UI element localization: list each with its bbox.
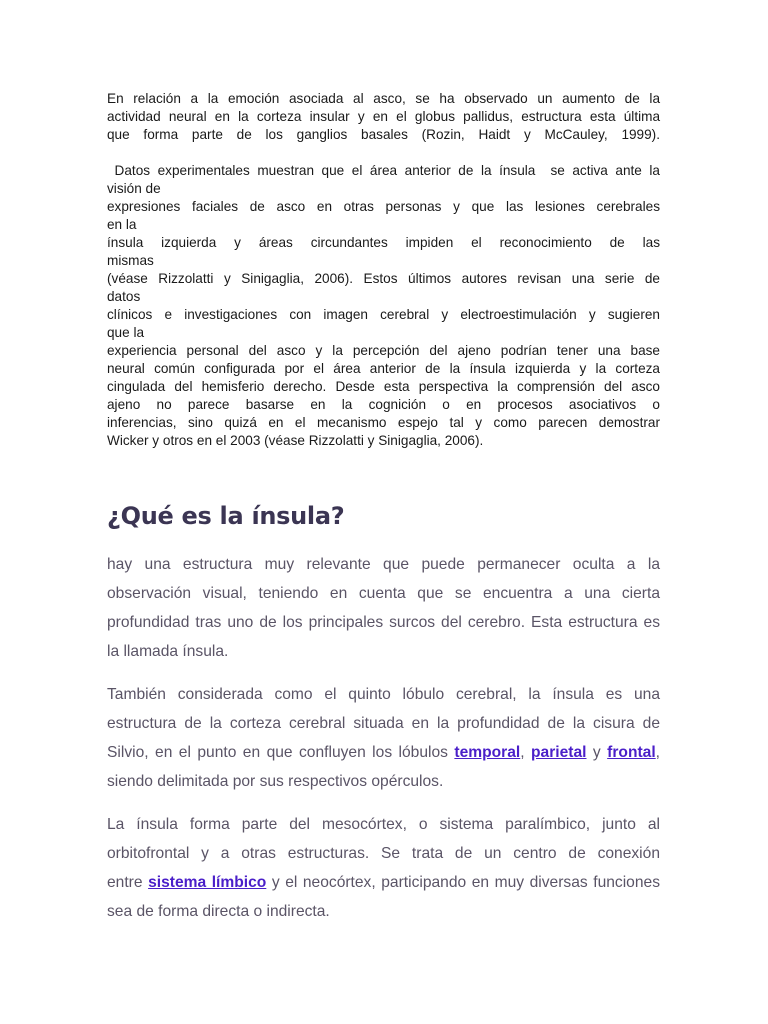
- paragraph: [107, 550, 660, 666]
- link-parietal[interactable]: parietal: [531, 744, 587, 761]
- text-line: orbitofrontal y a otras estructuras. Se trata de un centro de conexión: [107, 845, 660, 862]
- text-line: [107, 868, 660, 897]
- article-body: [107, 550, 660, 940]
- link-temporal[interactable]: temporal: [454, 744, 521, 761]
- text-line: actividad neural en la corteza insular y en el globus pallidus, estructura esta última: [107, 109, 660, 124]
- text-line: Datos experimentales muestran que el área anterior de la ínsula se activa ante la: [107, 163, 660, 178]
- text-line: La ínsula forma parte del mesocórtex, o sistema paralímbico, junto al: [107, 816, 660, 833]
- text-line: (véase Rizzolatti y Sinigaglia, 2006). Estos últimos autores revisan una serie de: [107, 271, 660, 286]
- text-line: [107, 738, 660, 767]
- text-line: clínicos e investigaciones con imagen cerebral y electroestimulación y sugieren: [107, 307, 660, 322]
- text-line: sea de forma directa o indirecta.: [107, 903, 330, 920]
- text-line: que forma parte de los ganglios basales (Rozin, Haidt y McCauley, 1999).: [107, 127, 660, 142]
- text-segment: entre: [107, 874, 149, 891]
- document-page: [107, 90, 661, 920]
- paragraph: [107, 810, 660, 926]
- link-frontal[interactable]: frontal: [607, 744, 656, 761]
- text-line: datos: [107, 289, 141, 304]
- text-line: neural común configurada por el área anterior de la ínsula izquierda y la corteza: [107, 361, 660, 376]
- link-sistema-limbico[interactable]: sistema límbico: [148, 874, 267, 891]
- text-line: inferencias, sino quizá en el mecanismo espejo tal y como parecen demostrar: [107, 415, 660, 430]
- paragraph: [107, 680, 660, 796]
- text-line: siendo delimitada por sus respectivos opérculos.: [107, 773, 444, 790]
- text-segment: ,: [655, 744, 661, 761]
- text-line: profundidad tras uno de los principales surcos del cerebro. Esta estructura es: [107, 614, 660, 631]
- text-line: que la: [107, 325, 145, 340]
- text-line: ínsula izquierda y áreas circundantes impiden el reconocimiento de las: [107, 235, 660, 250]
- text-line: experiencia personal del asco y la percepción del ajeno podrían tener una base: [107, 343, 660, 358]
- text-line: expresiones faciales de asco en otras personas y que las lesiones cerebrales: [107, 199, 660, 214]
- text-line: ajeno no parece basarse en la cognición o en procesos asociativos o: [107, 397, 660, 412]
- text-line: También considerada como el quinto lóbulo cerebral, la ínsula es una: [107, 686, 660, 703]
- text-line: la llamada ínsula.: [107, 643, 229, 660]
- text-segment: Silvio, en el punto en que confluyen los lóbulos: [107, 744, 455, 761]
- text-line: Wicker y otros en el 2003 (véase Rizzolatti y Sinigaglia, 2006).: [107, 433, 484, 448]
- scanned-text-block: [107, 90, 660, 450]
- text-segment: ,: [520, 744, 532, 761]
- text-line: estructura de la corteza cerebral situada en la profundidad de la cisura de: [107, 715, 660, 732]
- text-segment: y el neocórtex, participando en muy diversas funciones: [266, 874, 660, 891]
- text-segment: y: [586, 744, 608, 761]
- text-line: observación visual, teniendo en cuenta que se encuentra a una cierta: [107, 585, 660, 602]
- text-line: mismas: [107, 253, 154, 268]
- text-line: En relación a la emoción asociada al asco, se ha observado un aumento de la: [107, 91, 660, 106]
- text-line: visión de: [107, 181, 161, 196]
- text-line: en la: [107, 217, 137, 232]
- text-line: hay una estructura muy relevante que puede permanecer oculta a la: [107, 556, 660, 573]
- text-line: cingulada del hemisferio derecho. Desde esta perspectiva la comprensión del asco: [107, 379, 660, 394]
- section-heading: ¿Qué es la ínsula?: [107, 502, 345, 530]
